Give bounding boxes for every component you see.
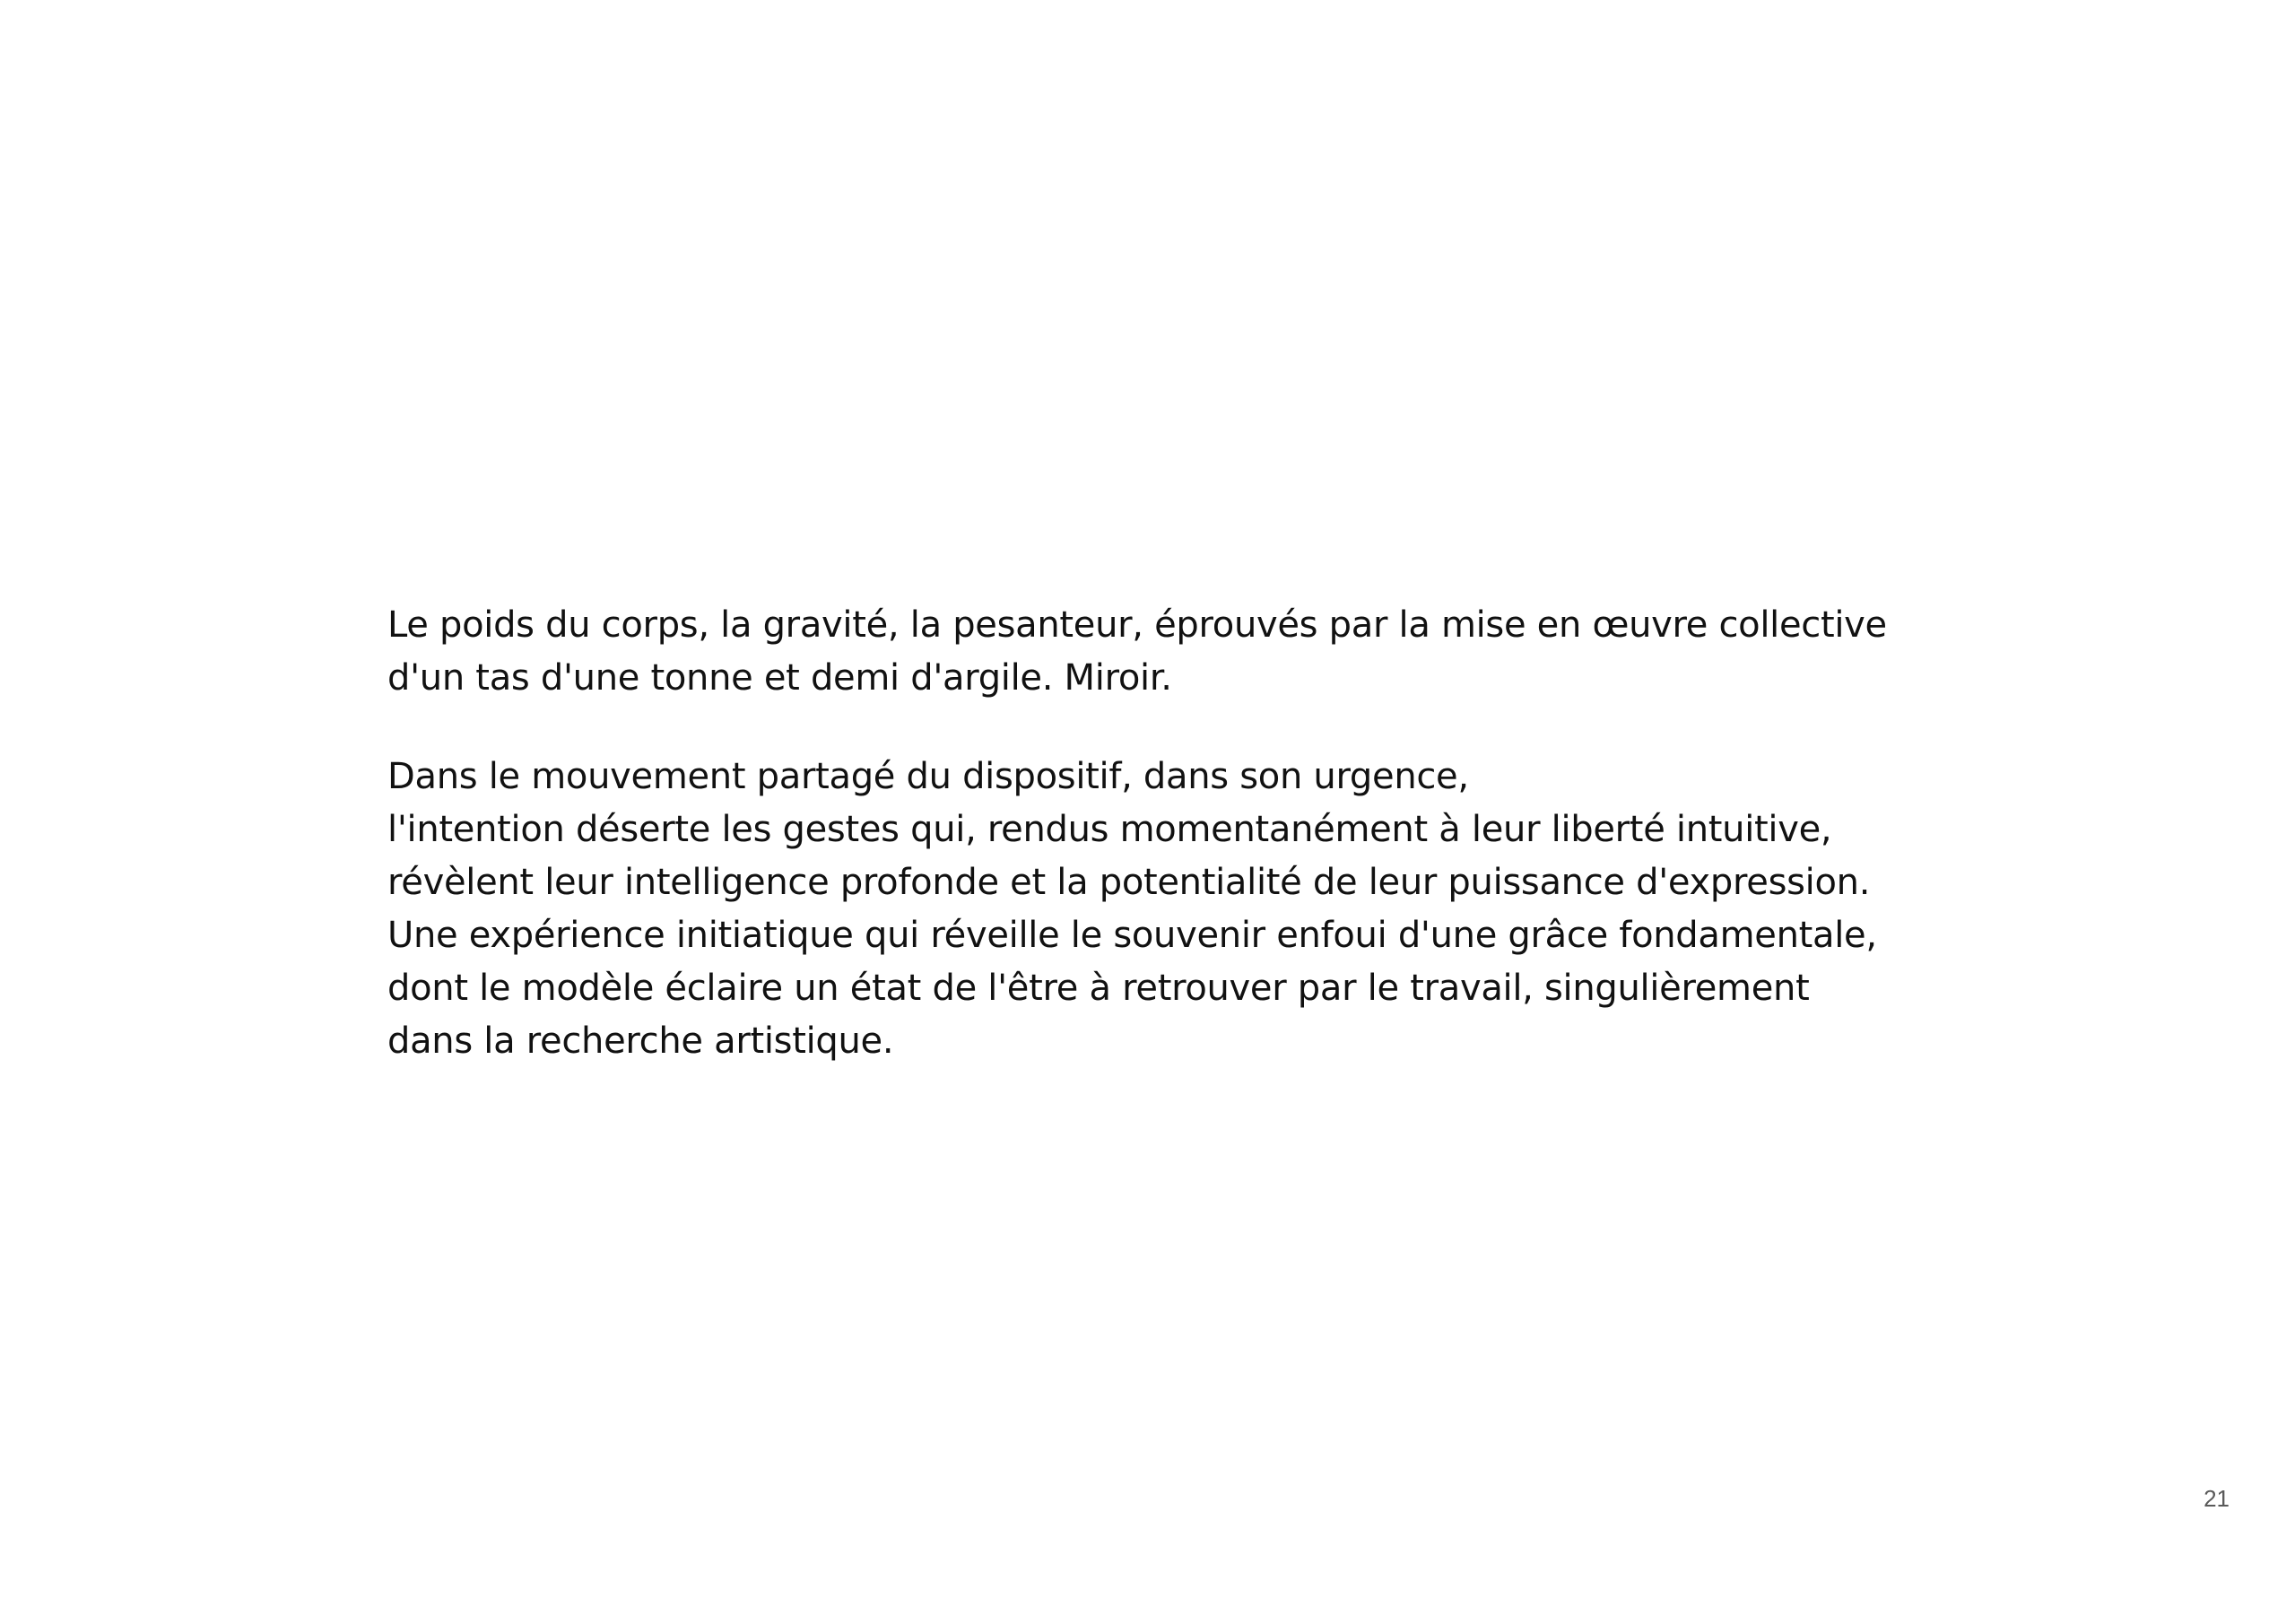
body-text bbox=[387, 599, 1912, 1068]
paragraph-line: l'intention déserte les gestes qui, rendus momentanément à leur liberté intuitive, bbox=[387, 809, 1832, 850]
paragraph-line: dont le modèle éclaire un état de l'être à retrouver par le travail, singulièrement bbox=[387, 968, 1810, 1009]
paragraph-line: Le poids du corps, la gravité, la pesanteur, éprouvés par la mise en œuvre collective bbox=[387, 604, 1887, 646]
paragraph-2 bbox=[387, 751, 1912, 1068]
paragraph-1 bbox=[387, 599, 1912, 705]
paragraph-line: dans la recherche artistique. bbox=[387, 1020, 894, 1062]
paragraph-line: Dans le mouvement partagé du dispositif, dans son urgence, bbox=[387, 756, 1469, 797]
paragraph-line: d'un tas d'une tonne et demi d'argile. Miroir. bbox=[387, 657, 1172, 699]
paragraph-line: Une expérience initiatique qui réveille le souvenir enfoui d'une grâce fondamentale, bbox=[387, 915, 1877, 956]
page-number: 21 bbox=[2204, 1485, 2230, 1512]
paragraph-line: révèlent leur intelligence profonde et la potentialité de leur puissance d'expression. bbox=[387, 862, 1871, 903]
